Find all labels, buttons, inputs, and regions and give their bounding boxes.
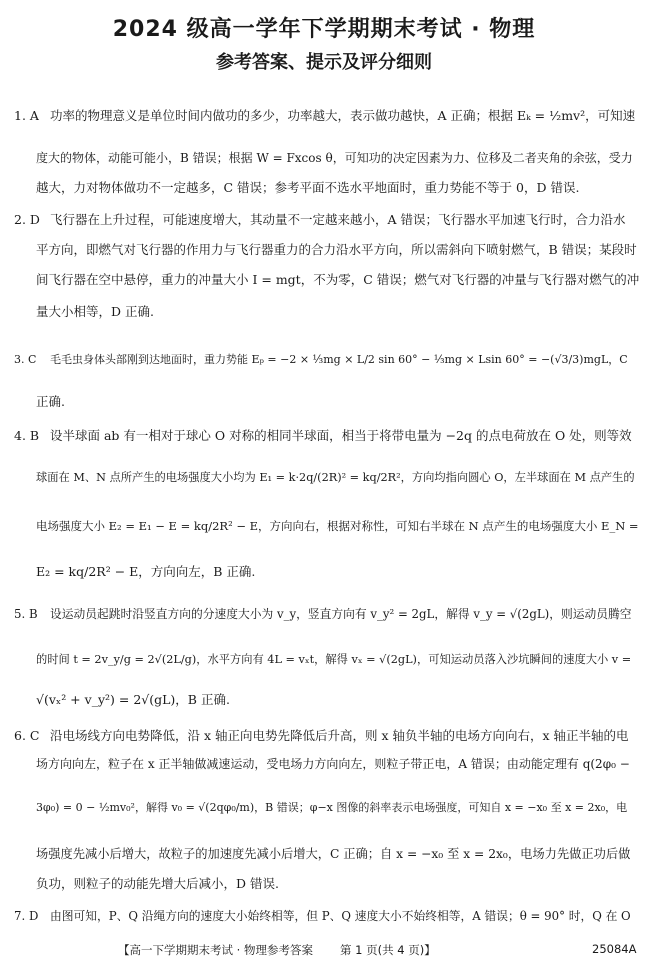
answer-line: 负功，则粒子的动能先增大后减小，D 错误. — [36, 876, 279, 891]
answer-line: 球面在 M、N 点所产生的电场强度大小均为 E₁ = k·2q/(2R)² = kq/2R²，方向均指向圆心 O，左半球面在 M 点产生的 — [36, 471, 635, 484]
answer-label: 4. B — [14, 428, 40, 443]
answer-line: 3φ₀) = 0 − ½mv₀²，解得 v₀ = √(2qφ₀/m)，B 错误；φ−x 图像的斜率表示电场强度，可知自 x = −x₀ 至 x = 2x₀，电 — [36, 801, 628, 814]
footer-code: 25084A — [592, 942, 637, 956]
answer-label: 2. D — [14, 212, 40, 227]
answer-line: 2. D 飞行器在上升过程，可能速度增大，其动量不一定越来越小，A 错误；飞行器水平加速飞行时，合力沿水 — [14, 212, 626, 227]
answer-line: 4. B 设半球面 ab 有一相对于球心 O 对称的相同半球面，相当于将带电量为 −2q 的点电荷放在 O 处，则等效 — [14, 428, 632, 443]
answer-line: 度大的物体，动能可能小，B 错误；根据 W = Fxcos θ，可知功的决定因素为力、位移及二者夹角的余弦，受力 — [36, 151, 633, 165]
answer-label: 1. A — [14, 108, 39, 123]
answer-label: 5. B — [14, 607, 38, 621]
answer-line: 6. C 沿电场线方向电势降低，沿 x 轴正向电势先降低后升高，则 x 轴负半轴的电场方向向右，x 轴正半轴的电 — [14, 728, 629, 743]
answer-line: 的时间 t = 2v_y/g = 2√(2L/g)，水平方向有 4L = vₓt，解得 vₓ = √(2gL)，可知运动员落入沙坑瞬间的速度大小 v = — [36, 653, 632, 666]
answer-line: 1. A 功率的物理意义是单位时间内做功的多少，功率越大，表示做功越快，A 正确；根据 Eₖ = ½mv²，可知速 — [14, 108, 636, 123]
answer-line: 7. D 由图可知，P、Q 沿绳方向的速度大小始终相等，但 P、Q 速度大小不始终相等，A 错误；θ = 90° 时，Q 在 O — [14, 909, 631, 923]
answer-label: 6. C — [14, 728, 40, 743]
answer-line: √(vₓ² + v_y²) = 2√(gL)，B 正确. — [36, 692, 230, 707]
answer-line: 量大小相等，D 正确. — [36, 304, 154, 319]
page-subtitle: 参考答案、提示及评分细则 — [216, 52, 432, 73]
answer-line: 3. C 毛毛虫身体头部刚到达地面时，重力势能 Eₚ = −2 × ⅓mg × L/2 sin 60° − ⅓mg × Lsin 60° = −(√3/3)mgL，C — [14, 353, 628, 366]
answer-line: 场强度先减小后增大，故粒子的加速度先减小后增大，C 正确；自 x = −x₀ 至 x = 2x₀，电场力先做正功后做 — [36, 847, 631, 861]
page-title: 2024 级高一学年下学期期末考试 · 物理 — [112, 17, 536, 42]
answer-line: E₂ = kq/2R² − E，方向向左，B 正确. — [36, 564, 256, 579]
answer-label: 3. C — [14, 353, 37, 366]
answer-line: 间飞行器在空中悬停，重力的冲量大小 I = mgt，不为零，C 错误；燃气对飞行器的冲量与飞行器对燃气的冲 — [36, 272, 640, 287]
footer-page-number: 第 1 页(共 4 页)】 — [340, 943, 436, 957]
answer-line: 电场强度大小 E₂ = E₁ − E = kq/2R² − E，方向向右，根据对称性，可知右半球在 N 点产生的电场强度大小 E_N = — [36, 519, 639, 533]
footer-exam-name: 【高一下学期期末考试 · 物理参考答案 — [118, 943, 313, 957]
answer-line: 正确. — [36, 394, 65, 409]
answer-line: 场方向向左，粒子在 x 正半轴做减速运动，受电场力方向向左，则粒子带正电，A 错误；由动能定理有 q(2φ₀ − — [36, 757, 630, 771]
answer-line: 越大，力对物体做功不一定越多，C 错误；参考平面不选水平地面时，重力势能不等于 0，D 错误. — [36, 180, 580, 195]
answer-line: 平方向，即燃气对飞行器的作用力与飞行器重力的合力沿水平方向，所以需斜向下喷射燃气，B 错误；某段时 — [36, 242, 637, 257]
answer-label: 7. D — [14, 909, 39, 923]
answer-line: 5. B 设运动员起跳时沿竖直方向的分速度大小为 v_y，竖直方向有 v_y² = 2gL，解得 v_y = √(2gL)，则运动员腾空 — [14, 607, 632, 621]
